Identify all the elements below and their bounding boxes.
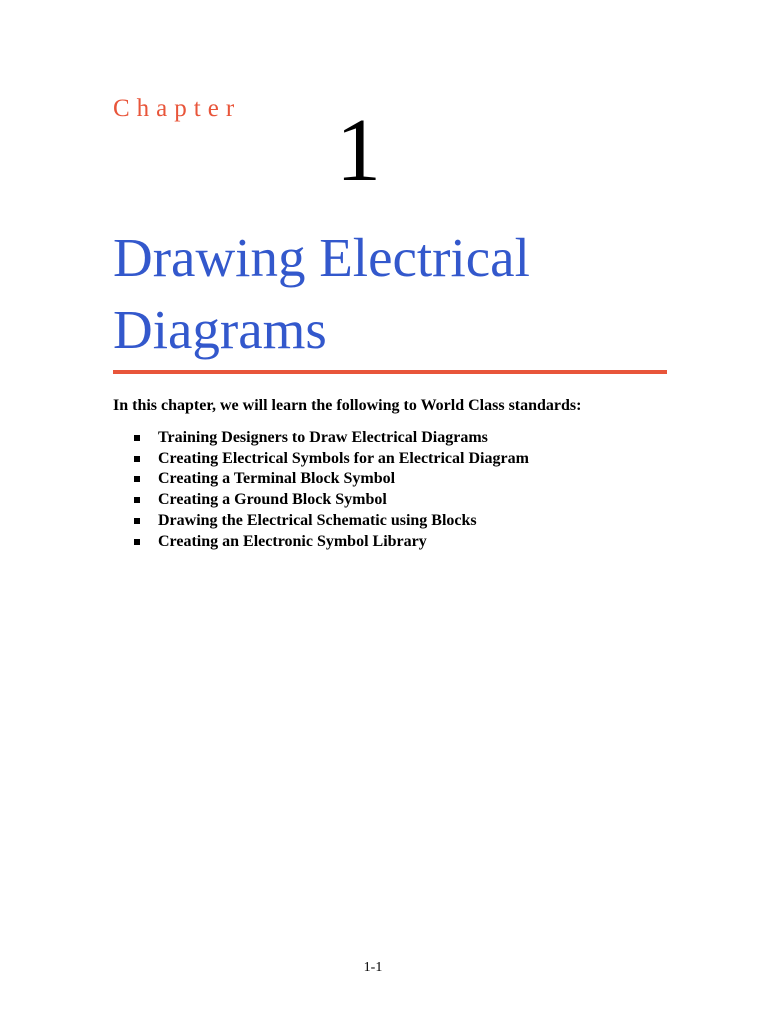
- square-bullet-icon: [134, 435, 140, 441]
- list-item: [133, 449, 529, 470]
- list-item: [133, 532, 529, 553]
- square-bullet-icon: [134, 518, 140, 524]
- square-bullet-icon: [134, 497, 140, 503]
- square-bullet-icon: [134, 476, 140, 482]
- square-bullet-icon: [134, 539, 140, 545]
- list-item-text: Drawing the Electrical Schematic using Blocks: [158, 511, 477, 529]
- chapter-title: [113, 222, 693, 366]
- list-item: [133, 469, 529, 490]
- chapter-title-line-2: Diagrams: [113, 299, 327, 360]
- list-item-text: Creating a Ground Block Symbol: [158, 491, 387, 509]
- intro-text: In this chapter, we will learn the following to World Class standards:: [113, 397, 582, 414]
- title-divider: [113, 370, 667, 374]
- page-number: 1-1: [363, 960, 383, 975]
- list-item-text: Creating a Terminal Block Symbol: [158, 470, 396, 488]
- chapter-title-line-1: Drawing Electrical: [113, 227, 530, 288]
- list-item-text: Training Designers to Draw Electrical Diagrams: [158, 429, 488, 446]
- list-item: [133, 490, 529, 511]
- objectives-list: [133, 428, 529, 552]
- chapter-label: Chapter: [113, 95, 242, 122]
- list-item-text: Creating Electrical Symbols for an Electrical Diagram: [158, 449, 529, 467]
- list-item-text: Creating an Electronic Symbol Library: [158, 532, 427, 550]
- list-item: [133, 428, 529, 449]
- square-bullet-icon: [134, 456, 140, 462]
- list-item: [133, 511, 529, 532]
- chapter-number: 1: [336, 101, 381, 200]
